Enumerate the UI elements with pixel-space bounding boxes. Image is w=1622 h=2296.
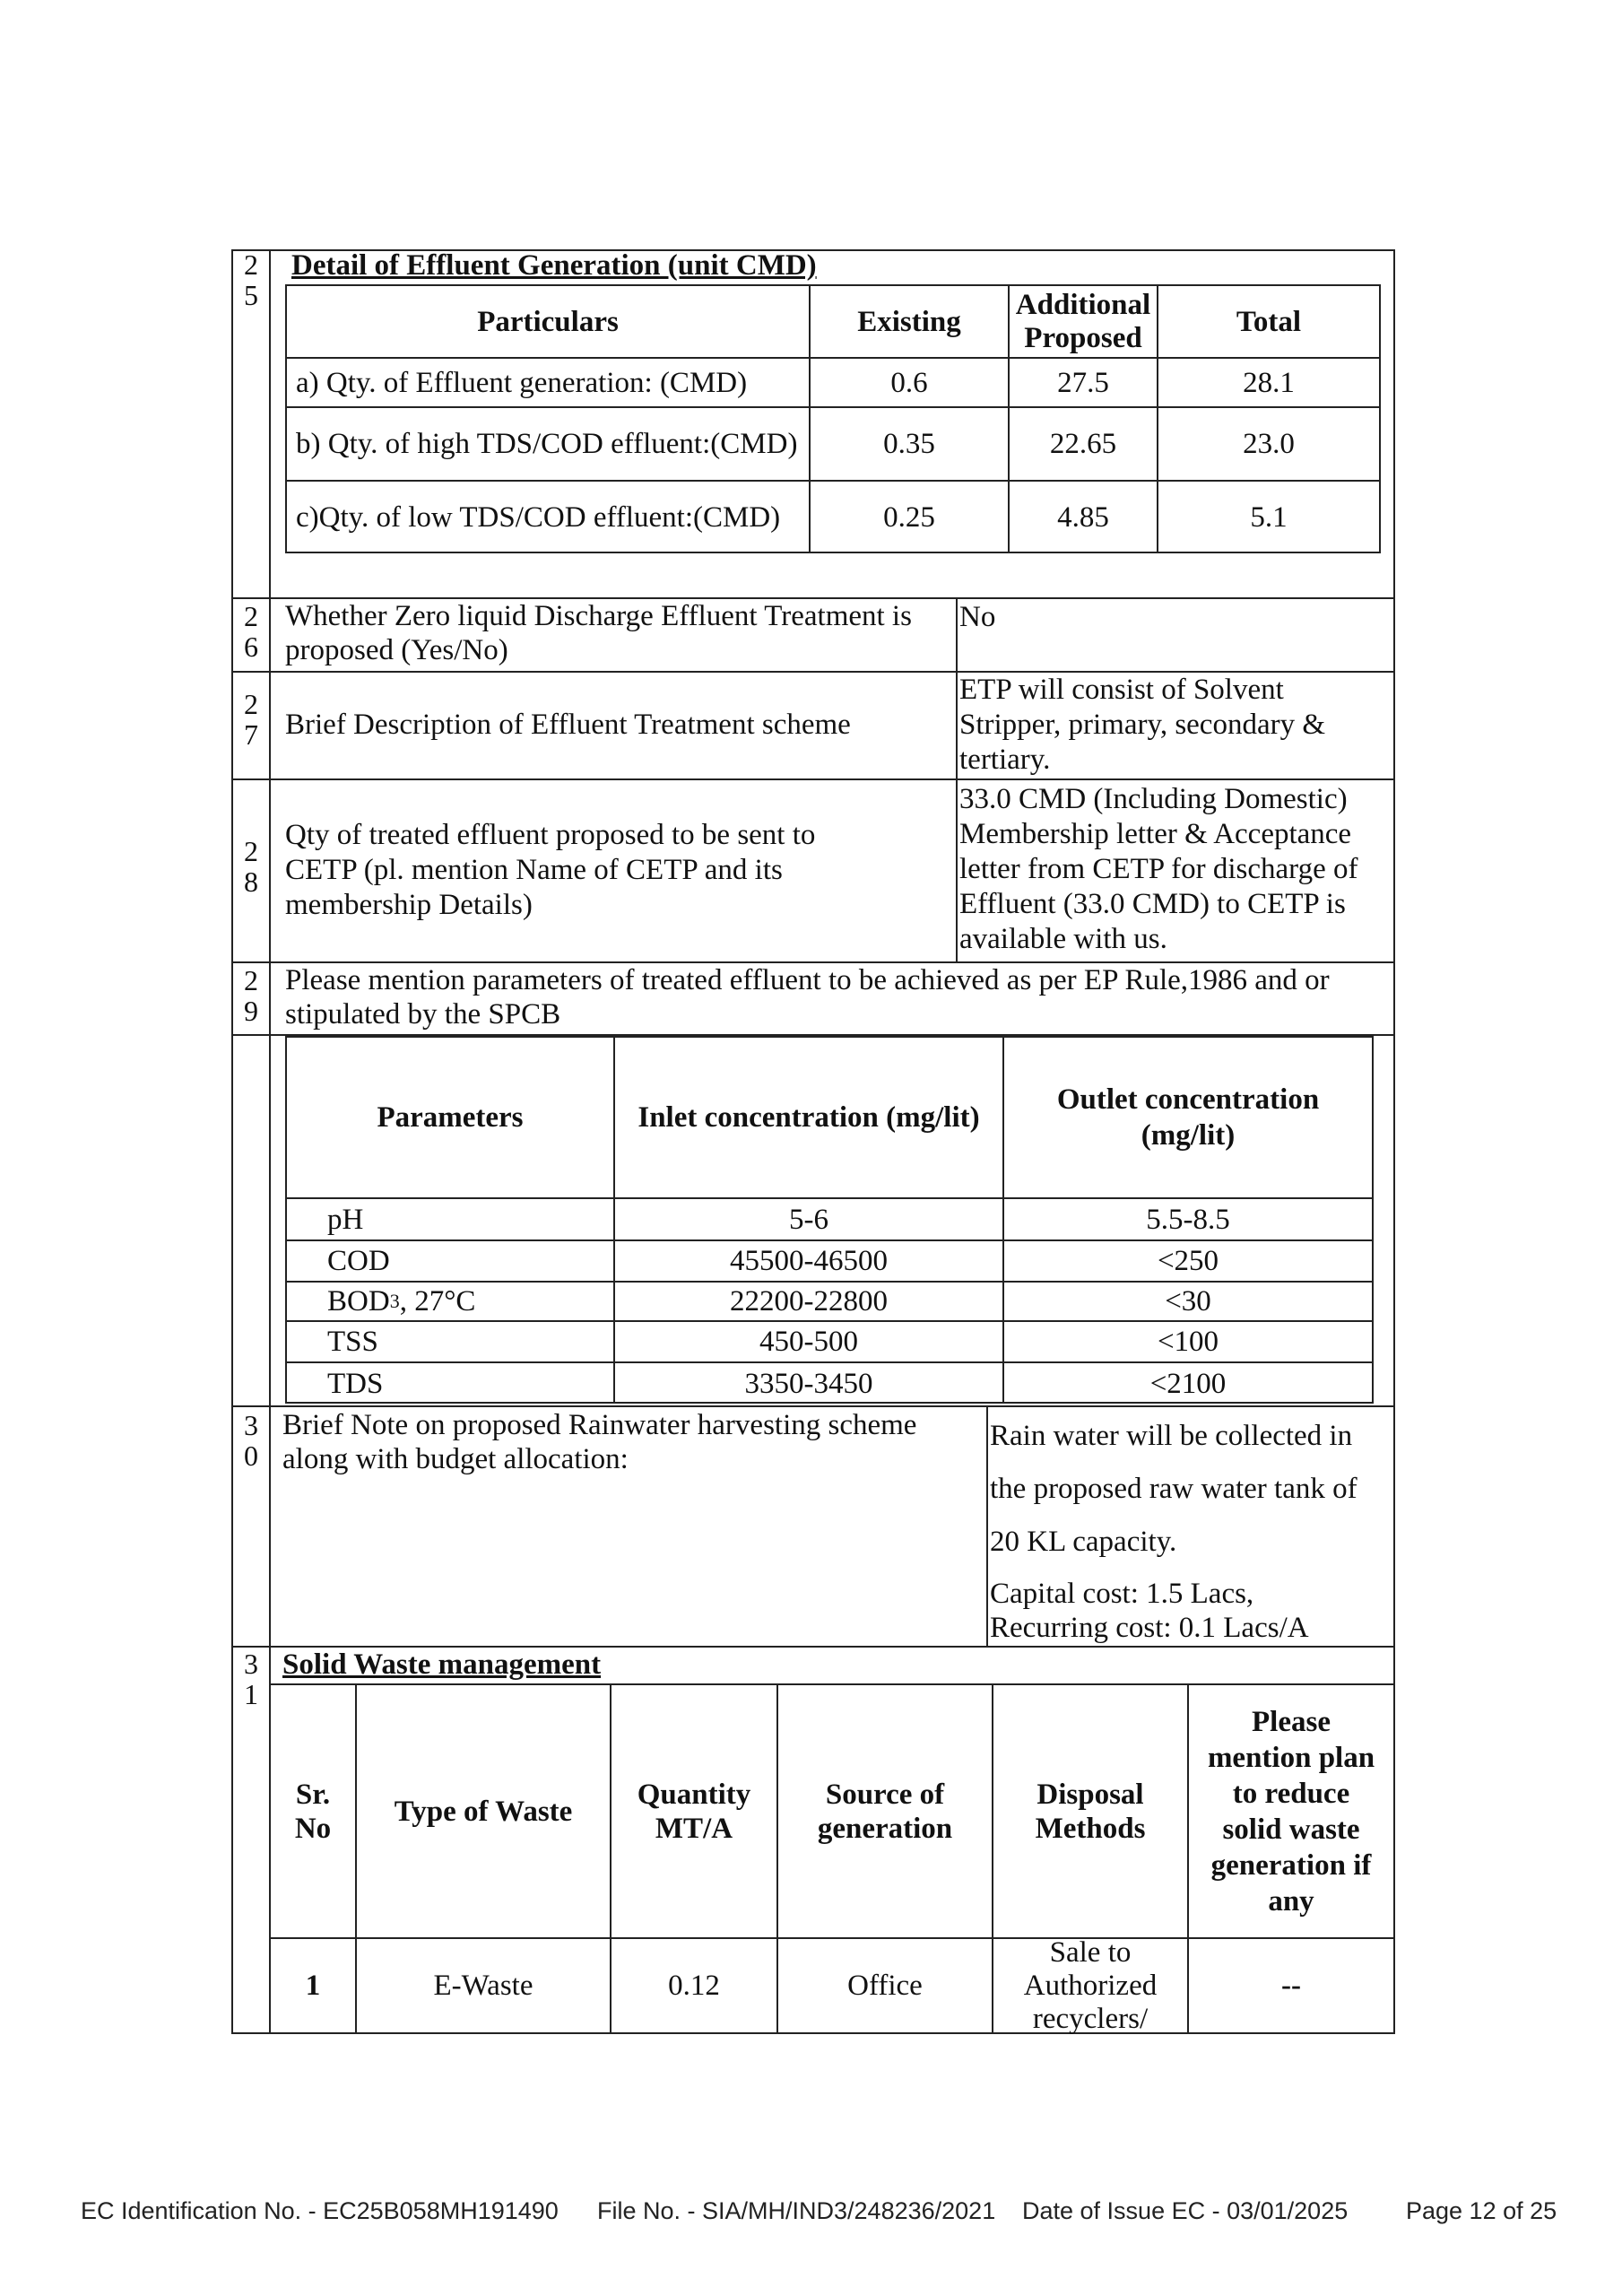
- section-29-title: Please mention parameters of treated effluent to be achieved as per EP Rule,1986 and or stipulated by the SPCB: [285, 964, 1330, 1031]
- param-row-tds-inlet: 3350-3450: [744, 1367, 873, 1400]
- answer-column-divider: [986, 1405, 988, 1646]
- section-25-title: Detail of Effluent Generation (unit CMD): [291, 249, 817, 282]
- waste-row-1-type: E-Waste: [433, 1970, 533, 2002]
- effluent-row-b-additional: 22.65: [1049, 428, 1117, 460]
- waste-header-quantity: Quantity MT/A: [637, 1778, 751, 1845]
- waste-header-source: Source of generation: [817, 1778, 953, 1845]
- footer-date: Date of Issue EC - 03/01/2025: [1022, 2197, 1349, 2224]
- waste-row-1-sr: 1: [305, 1970, 321, 2002]
- effluent-row-c-additional: 4.85: [1057, 501, 1109, 534]
- effluent-header-total: Total: [1236, 305, 1302, 338]
- effluent-row-a-additional: 27.5: [1057, 366, 1109, 399]
- effluent-row-c-total: 5.1: [1250, 501, 1288, 534]
- waste-header-plan: Please mention plan to reduce solid waste generation if any: [1207, 1705, 1375, 1918]
- param-row-tss-name: TSS: [327, 1326, 378, 1358]
- section-26-answer: No: [959, 601, 996, 633]
- param-header-inlet: Inlet concentration (mg/lit): [638, 1101, 980, 1134]
- frame-bottom-line: [231, 2032, 1395, 2034]
- footer-ec-id: EC Identification No. - EC25B058MH191490: [81, 2197, 559, 2224]
- section-divider: [231, 778, 1395, 780]
- param-row-ph-outlet: 5.5-8.5: [1146, 1203, 1230, 1236]
- effluent-header-existing: Existing: [857, 305, 961, 338]
- param-row-ph-name: pH: [327, 1203, 364, 1236]
- section-26-number: 2 6: [244, 600, 258, 663]
- param-row-tss-outlet: <100: [1157, 1326, 1219, 1358]
- section-31-title: Solid Waste management: [282, 1648, 602, 1681]
- waste-row-1-source: Office: [847, 1970, 923, 2002]
- param-row-tds-name: TDS: [327, 1367, 384, 1400]
- effluent-row-c-label: c)Qty. of low TDS/COD effluent:(CMD): [296, 501, 781, 534]
- section-27-answer: ETP will consist of Solvent Stripper, primary, secondary & tertiary.: [959, 674, 1326, 776]
- effluent-row-b-label: b) Qty. of high TDS/COD effluent:(CMD): [296, 428, 798, 460]
- section-28-number: 2 8: [244, 835, 258, 898]
- section-27-number: 2 7: [244, 688, 258, 751]
- param-row-cod-name: COD: [327, 1245, 390, 1277]
- waste-row-1-quantity: 0.12: [668, 1970, 720, 2002]
- section-27-question: Brief Description of Effluent Treatment scheme: [285, 709, 851, 741]
- param-row-cod-inlet: 45500-46500: [730, 1245, 888, 1277]
- param-header-parameters: Parameters: [377, 1101, 524, 1134]
- effluent-row-b-total: 23.0: [1243, 428, 1295, 460]
- effluent-header-particulars: Particulars: [477, 305, 619, 338]
- section-29-number: 2 9: [244, 964, 258, 1027]
- param-header-outlet: Outlet concentration (mg/lit): [1056, 1083, 1320, 1152]
- waste-header-disposal: Disposal Methods: [1035, 1778, 1146, 1845]
- effluent-row-c-existing: 0.25: [883, 501, 935, 534]
- section-30-answer: Rain water will be collected in the proposed raw water tank of 20 KL capacity.: [990, 1420, 1357, 1558]
- effluent-row-a-existing: 0.6: [890, 366, 928, 399]
- footer-page: Page 12 of 25: [1406, 2197, 1557, 2224]
- section-25-number: 2 5: [244, 248, 258, 311]
- waste-row-1-disposal: Sale to Authorized recyclers/: [1023, 1935, 1158, 2035]
- section-divider: [231, 1405, 1395, 1407]
- effluent-row-b-existing: 0.35: [883, 428, 935, 460]
- param-row-bod-inlet: 22200-22800: [730, 1285, 888, 1318]
- waste-header-type: Type of Waste: [394, 1795, 573, 1828]
- outer-right-border: [1393, 249, 1395, 2034]
- waste-row-1-plan: --: [1281, 1970, 1301, 2002]
- param-row-cod-outlet: <250: [1157, 1245, 1219, 1277]
- param-row-ph-inlet: 5-6: [789, 1203, 828, 1236]
- effluent-row-a-label: a) Qty. of Effluent generation: (CMD): [296, 366, 748, 399]
- param-row-tds-outlet: <2100: [1149, 1367, 1227, 1400]
- section-28-answer: 33.0 CMD (Including Domestic) Membership letter & Acceptance letter from CETP for discharge of Effluent (33.0 CMD) to CETP is available with us.: [959, 783, 1358, 955]
- footer-file-no: File No. - SIA/MH/IND3/248236/2021: [597, 2197, 996, 2224]
- section-30-costs: Capital cost: 1.5 Lacs, Recurring cost: 0.1 Lacs/A: [990, 1578, 1309, 1644]
- param-row-tss-inlet: 450-500: [759, 1326, 858, 1358]
- outer-left-border: [231, 249, 233, 2034]
- section-30-number: 3 0: [244, 1409, 258, 1472]
- param-row-bod-name: BOD 3 , 27°C: [327, 1285, 476, 1318]
- section-26-question: Whether Zero liquid Discharge Effluent Treatment is proposed (Yes/No): [285, 600, 912, 666]
- param-row-bod-outlet: <30: [1165, 1285, 1211, 1318]
- section-31-number: 3 1: [244, 1648, 258, 1710]
- effluent-row-a-total: 28.1: [1243, 366, 1295, 399]
- section-28-question: Qty of treated effluent proposed to be sent to CETP (pl. mention Name of CETP and its membership Details): [285, 819, 816, 921]
- effluent-header-additional: Additional Proposed: [1015, 288, 1151, 354]
- section-30-question: Brief Note on proposed Rainwater harvesting scheme along with budget allocation:: [282, 1409, 917, 1475]
- waste-header-sr-no: Sr. No: [294, 1778, 332, 1845]
